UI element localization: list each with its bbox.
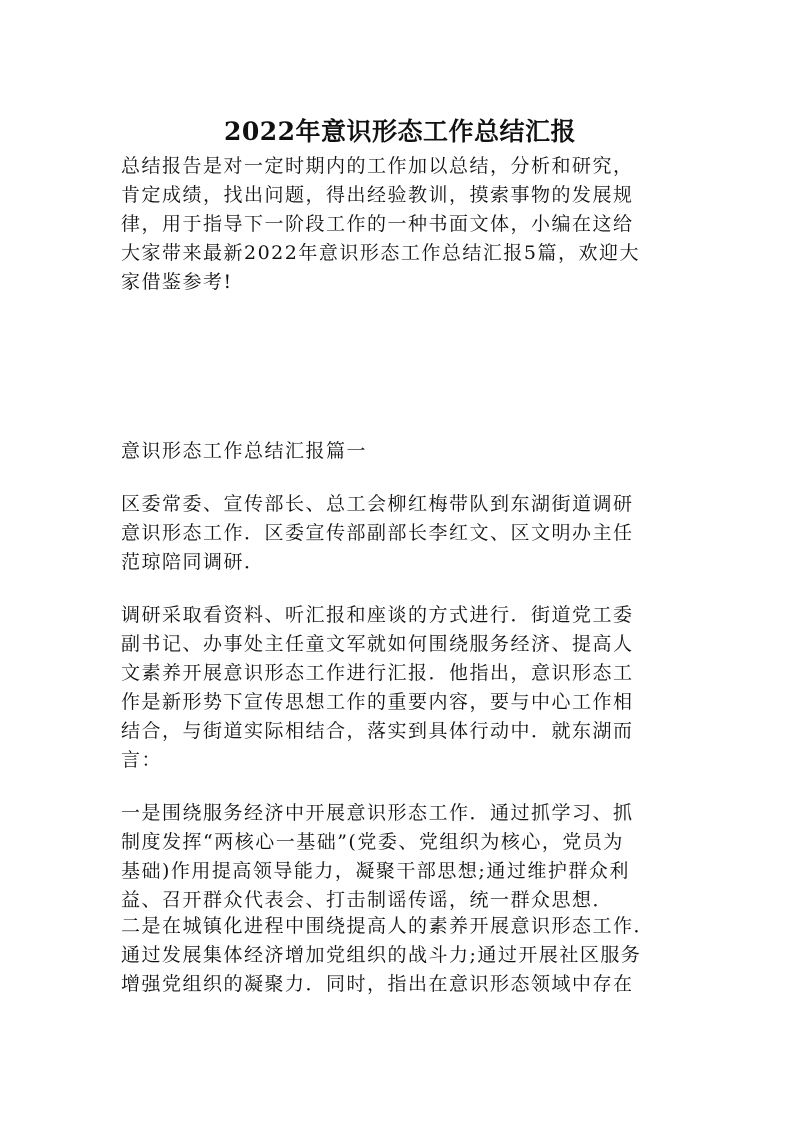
section-heading: 意识形态工作总结汇报篇一 bbox=[121, 440, 368, 462]
paragraph-line: 言： bbox=[121, 749, 163, 771]
intro-line: 律，用于指导下一阶段工作的一种书面文体，小编在这给 bbox=[121, 213, 634, 235]
intro-line: 家借鉴参考! bbox=[121, 271, 233, 293]
intro-line: 肯定成绩，找出问题，得出经验教训，摸索事物的发展规 bbox=[121, 184, 634, 206]
body-paragraph-2 bbox=[121, 601, 681, 775]
paragraph-line: 意识形态工作．区委宣传部副部长李红文、区文明办主任 bbox=[121, 522, 634, 544]
intro-line: 大家带来最新2022年意识形态工作总结汇报5篇，欢迎大 bbox=[121, 242, 640, 264]
paragraph-line: 益、召开群众代表会、打击制谣传谣，统一群众思想． bbox=[121, 889, 614, 911]
paragraph-line: 一是围绕服务经济中开展意识形态工作．通过抓学习、抓 bbox=[121, 802, 634, 824]
paragraph-line: 作是新形势下宣传思想工作的重要内容，要与中心工作相 bbox=[121, 691, 634, 713]
paragraph-line: 制度发挥“两核心一基础”(党委、党组织为核心，党员为 bbox=[121, 831, 624, 853]
body-paragraph-4 bbox=[121, 912, 681, 999]
paragraph-line: 二是在城镇化进程中围绕提高人的素养开展意识形态工作． bbox=[121, 915, 655, 937]
paragraph-line: 通过发展集体经济增加党组织的战斗力;通过开展社区服务 bbox=[121, 944, 642, 966]
paragraph-line: 副书记、办事处主任童文军就如何围绕服务经济、提高人 bbox=[121, 633, 634, 655]
body-paragraph-1 bbox=[121, 490, 681, 577]
intro-line: 总结报告是对一定时期内的工作加以总结，分析和研究， bbox=[121, 155, 634, 177]
body-paragraph-3 bbox=[121, 799, 681, 915]
paragraph-line: 增强党组织的凝聚力．同时，指出在意识形态领域中存在 bbox=[121, 973, 634, 995]
paragraph-line: 范琼陪同调研． bbox=[121, 551, 265, 573]
document-title: 2022年意识形态工作总结汇报 bbox=[223, 117, 577, 146]
paragraph-line: 调研采取看资料、听汇报和座谈的方式进行．街道党工委 bbox=[121, 604, 634, 626]
paragraph-line: 基础)作用提高领导能力，凝聚干部思想;通过维护群众利 bbox=[121, 860, 630, 882]
paragraph-line: 文素养开展意识形态工作进行汇报．他指出，意识形态工 bbox=[121, 662, 634, 684]
paragraph-line: 区委常委、宣传部长、总工会柳红梅带队到东湖街道调研 bbox=[121, 493, 634, 515]
intro-paragraph bbox=[121, 152, 681, 297]
paragraph-line: 结合，与街道实际相结合，落实到具体行动中．就东湖而 bbox=[121, 720, 634, 742]
